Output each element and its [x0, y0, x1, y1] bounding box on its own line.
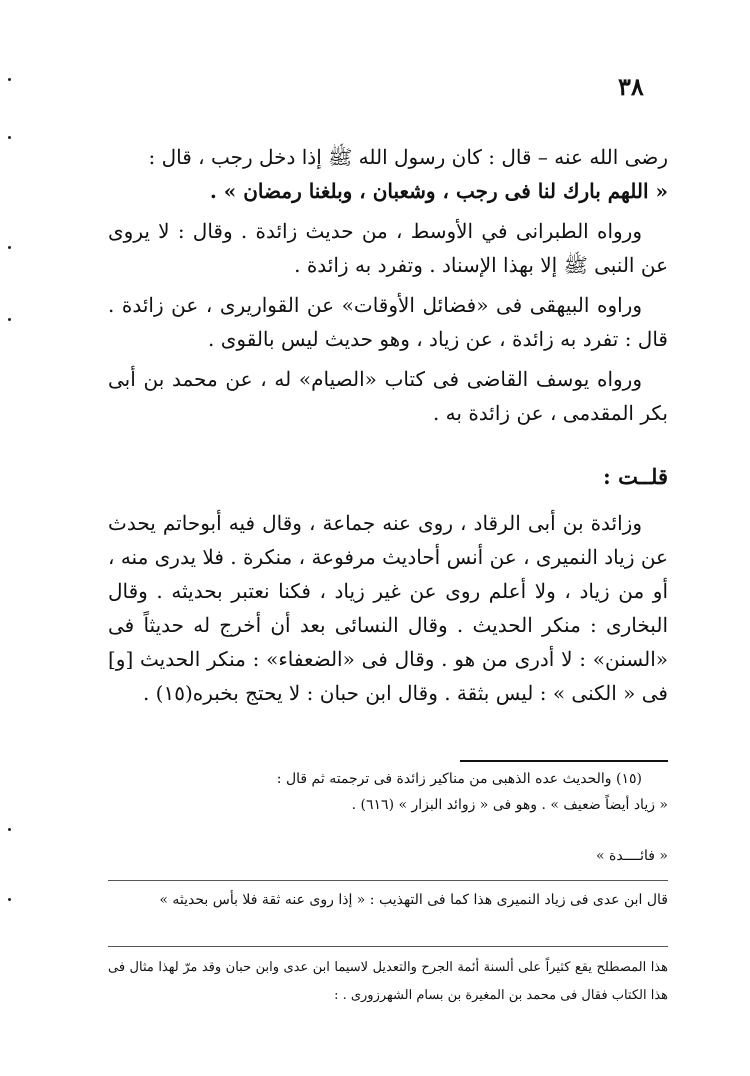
faida-note-text: قال ابن عدى فى زياد النميرى هذا كما فى التهذيب : « إذا روى عنه ثقة فلا بأس بحديثه » — [159, 892, 668, 908]
paragraph-yusuf-qadi: ورواه يوسف القاضى فى كتاب «الصيام» له ، عن محمد بن أبى بكر المقدمى ، عن زائدة به . — [108, 367, 668, 425]
scan-mark — [8, 246, 11, 249]
page-number: ٣٨ — [618, 72, 644, 101]
faida-explanation-text: هذا المصطلح يقع كثيراً على ألسنة أئمة الجرح والتعديل لاسيما ابن عدى وابن حبان وقد مرّ لهذا مثال فى هذا الكتاب فقال فى محمد بن المغيرة بن بسام الشهرزورى . : — [108, 960, 668, 1003]
paragraph-hadith — [108, 140, 668, 208]
scan-mark — [8, 898, 11, 901]
footnote — [108, 766, 668, 818]
paragraph-bayhaqi: وراوه البيهقى فى «فضائل الأوقات» عن القواريرى ، عن زائدة . قال : تفرد به زائدة ، عن زياد ، وهو حديث ليس بالقوى . — [108, 293, 668, 351]
footnote-line-2: « زياد أيضاً ضعيف » . وهو فى « زوائد البزار » (٦١٦) . — [351, 797, 668, 813]
footnote-line-1: (١٥) والحديث عده الذهبى من مناكير زائدة فى ترجمته ثم قال : — [276, 771, 642, 787]
faida-note — [108, 886, 668, 914]
footnote-divider — [460, 760, 668, 762]
scan-mark — [8, 78, 11, 81]
paragraph-zaida: وزائدة بن أبى الرقاد ، روى عنه جماعة ، وقال فيه أبوحاتم يحدث عن زياد النميرى ، عن أنس أحاديث مرفوعة ، منكرة . فلا يدرى منه ، أو من زياد ، ولا أعلم روى عن غير زياد ، فكنا نعتبر بحديثه . وقال البخارى : منكر الحديث . وقال النسائى بعد أن أخرج له حديثاً فى «السنن» : لا أدرى من هو . وقال فى «الضعفاء» : منكر الحديث [و] فى « الكنى » : ليس بثقة . وقال ابن حبان : لا يحتج بخبره(١٥) . — [108, 511, 668, 705]
main-text — [108, 140, 668, 716]
hadith-text: « اللهم بارك لنا فى رجب ، وشعبان ، وبلغنا رمضان » . — [209, 179, 668, 203]
hadith-intro: رضى الله عنه – قال : كان رسول الله ﷺ إذا دخل رجب ، قال : — [148, 145, 668, 169]
paragraph-tabarani: ورواه الطبرانى في الأوسط ، من حديث زائدة . وقال : لا يروى عن النبى ﷺ إلا بهذا الإسناد . وتفرد به زائدة . — [108, 219, 668, 277]
scan-mark — [8, 828, 11, 831]
faida-divider-bottom — [108, 946, 668, 947]
scan-mark — [8, 136, 11, 139]
faida-explanation — [108, 954, 668, 1010]
faida-divider-top — [108, 880, 668, 881]
scan-mark — [8, 318, 11, 321]
faida-title: « فائــــدة » — [596, 848, 668, 864]
section-heading: قلــت : — [603, 464, 668, 489]
